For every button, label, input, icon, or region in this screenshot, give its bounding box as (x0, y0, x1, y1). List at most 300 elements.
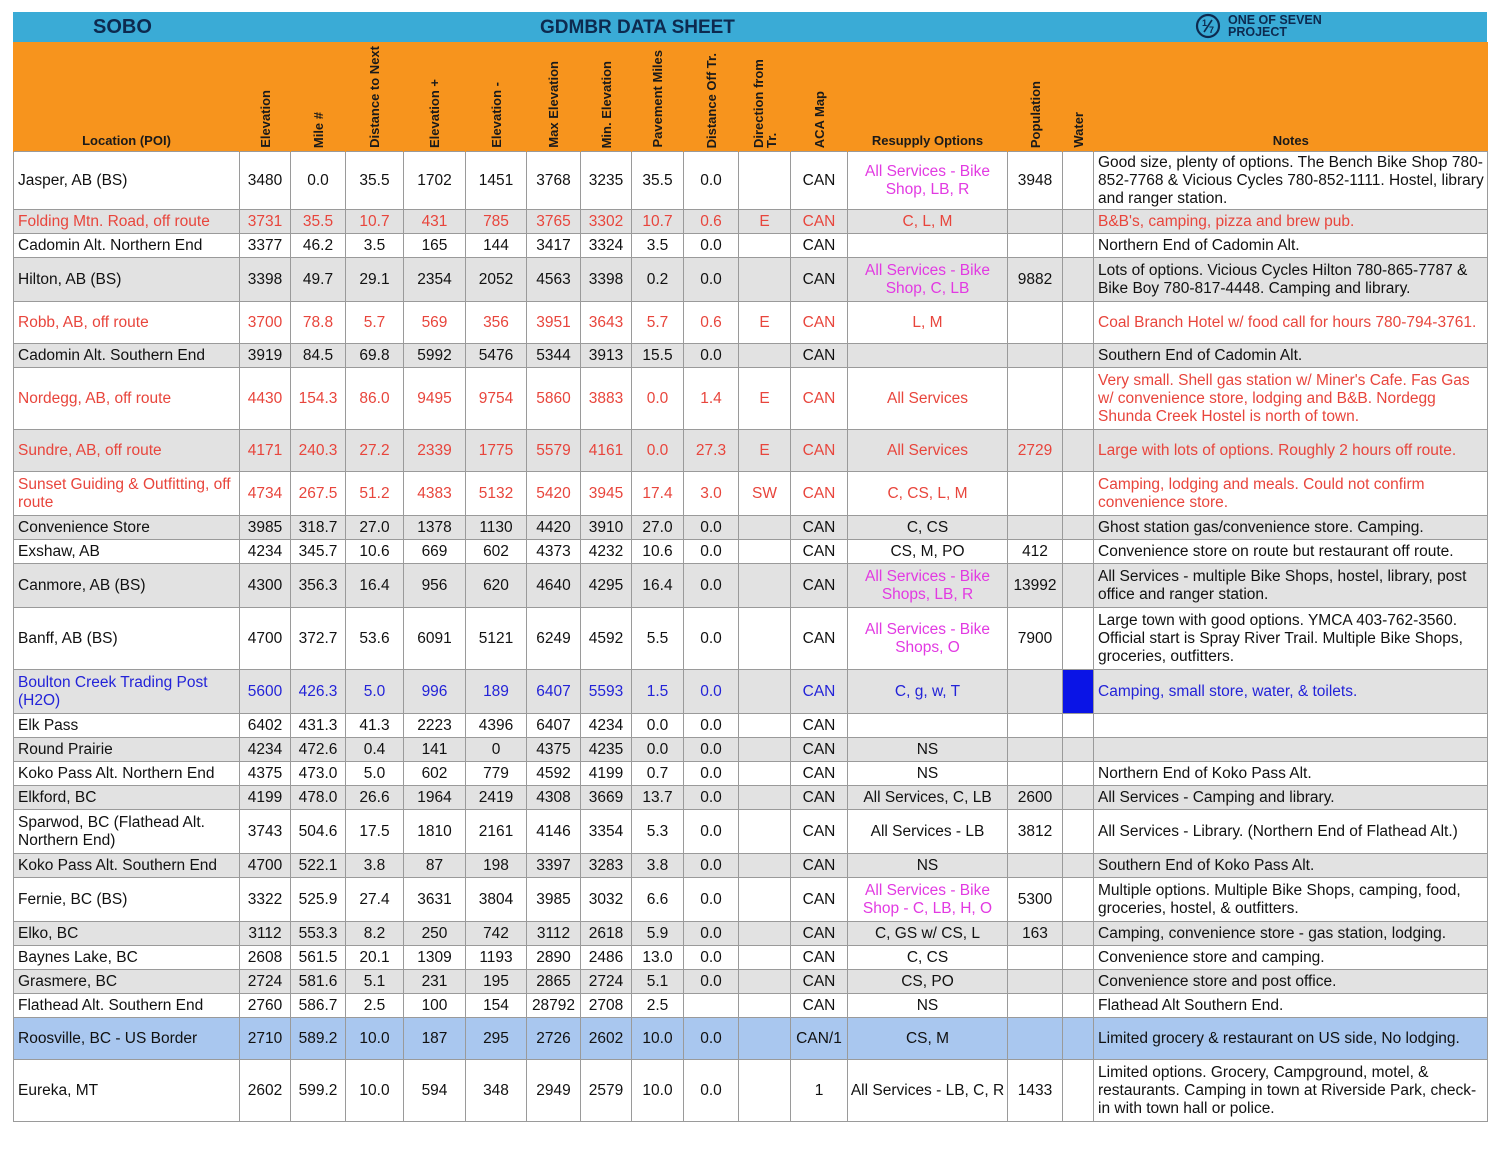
value-cell: 0.0 (684, 540, 739, 564)
value-cell: CAN (791, 516, 848, 540)
notes-cell: B&B's, camping, pizza and brew pub. (1094, 210, 1488, 234)
value-cell: 231 (404, 970, 466, 994)
value-cell: 69.8 (346, 344, 404, 368)
value-cell: 3283 (581, 854, 632, 878)
column-header-label: Direction from Tr. (750, 59, 779, 148)
column-header-label: Distance to Next (367, 46, 382, 148)
value-cell: 3910 (581, 516, 632, 540)
value-cell: 27.2 (346, 430, 404, 472)
value-cell: 569 (404, 302, 466, 344)
value-cell: 1378 (404, 516, 466, 540)
value-cell: 4383 (404, 472, 466, 516)
value-cell: 0.0 (684, 564, 739, 608)
value-cell: 669 (404, 540, 466, 564)
column-header (466, 42, 527, 152)
resupply-cell: C, CS, L, M (848, 472, 1008, 516)
value-cell: 6249 (527, 608, 581, 670)
resupply-cell: NS (848, 994, 1008, 1018)
value-cell: 3322 (240, 878, 291, 922)
column-header (346, 42, 404, 152)
column-header (1008, 42, 1063, 152)
value-cell: 4373 (527, 540, 581, 564)
value-cell: 472.6 (291, 738, 346, 762)
notes-cell: Convenience store and camping. (1094, 946, 1488, 970)
value-cell: 426.3 (291, 670, 346, 714)
value-cell: 141 (404, 738, 466, 762)
notes-cell: Multiple options. Multiple Bike Shops, camping, food, groceries, hostel, & outfitters. (1094, 878, 1488, 922)
value-cell: 13.7 (632, 786, 684, 810)
value-cell: 2223 (404, 714, 466, 738)
location-cell: Elko, BC (14, 922, 240, 946)
value-cell: 1964 (404, 786, 466, 810)
value-cell: 1433 (1008, 1060, 1063, 1122)
value-cell: 0 (466, 738, 527, 762)
resupply-cell: All Services, C, LB (848, 786, 1008, 810)
value-cell: CAN (791, 210, 848, 234)
value-cell: CAN (791, 762, 848, 786)
value-cell (1008, 234, 1063, 258)
svg-text:7: 7 (1209, 25, 1215, 35)
location-cell: Flathead Alt. Southern End (14, 994, 240, 1018)
notes-cell (1094, 714, 1488, 738)
value-cell: 0.0 (684, 922, 739, 946)
value-cell: 594 (404, 1060, 466, 1122)
value-cell: 412 (1008, 540, 1063, 564)
value-cell: E (739, 430, 791, 472)
notes-cell: Large town with good options. YMCA 403-762-3560. Official start is Spray River Trail. Multiple Bike Shops, groceries, outfitters. (1094, 608, 1488, 670)
resupply-cell: CS, M, PO (848, 540, 1008, 564)
location-cell: Robb, AB, off route (14, 302, 240, 344)
value-cell: 4592 (527, 762, 581, 786)
value-cell: 4199 (581, 762, 632, 786)
table-row (14, 234, 1488, 258)
value-cell (739, 738, 791, 762)
value-cell: 195 (466, 970, 527, 994)
value-cell (739, 670, 791, 714)
value-cell: 1.5 (632, 670, 684, 714)
value-cell (739, 516, 791, 540)
value-cell: 0.0 (684, 762, 739, 786)
value-cell: 5476 (466, 344, 527, 368)
value-cell: 10.7 (632, 210, 684, 234)
location-cell: Elk Pass (14, 714, 240, 738)
value-cell: 6.6 (632, 878, 684, 922)
value-cell: 100 (404, 994, 466, 1018)
table-row (14, 762, 1488, 786)
value-cell: 318.7 (291, 516, 346, 540)
value-cell: 602 (404, 762, 466, 786)
table-row (14, 670, 1488, 714)
value-cell: 35.5 (291, 210, 346, 234)
location-cell: Hilton, AB (BS) (14, 258, 240, 302)
value-cell: CAN (791, 368, 848, 430)
notes-cell: Limited grocery & restaurant on US side, No lodging. (1094, 1018, 1488, 1060)
value-cell: 0.0 (684, 516, 739, 540)
value-cell: 0.0 (684, 878, 739, 922)
value-cell: 3945 (581, 472, 632, 516)
value-cell: CAN (791, 472, 848, 516)
table-row (14, 608, 1488, 670)
value-cell: 6407 (527, 714, 581, 738)
resupply-cell: C, g, w, T (848, 670, 1008, 714)
value-cell: 0.0 (684, 786, 739, 810)
value-cell: 4146 (527, 810, 581, 854)
value-cell: CAN (791, 994, 848, 1018)
value-cell: 5344 (527, 344, 581, 368)
resupply-cell: C, L, M (848, 210, 1008, 234)
value-cell: 742 (466, 922, 527, 946)
value-cell (739, 762, 791, 786)
notes-cell: Southern End of Cadomin Alt. (1094, 344, 1488, 368)
column-header-label: Distance Off Tr. (703, 52, 719, 148)
value-cell: 3397 (527, 854, 581, 878)
value-cell (1008, 210, 1063, 234)
value-cell: 3700 (240, 302, 291, 344)
location-cell: Boulton Creek Trading Post (H2O) (14, 670, 240, 714)
value-cell: 602 (466, 540, 527, 564)
notes-cell: All Services - Library. (Northern End of Flathead Alt.) (1094, 810, 1488, 854)
value-cell: CAN (791, 258, 848, 302)
value-cell: 5600 (240, 670, 291, 714)
value-cell: 0.0 (684, 946, 739, 970)
value-cell: 27.0 (346, 516, 404, 540)
value-cell: 3768 (527, 152, 581, 210)
value-cell: 2579 (581, 1060, 632, 1122)
value-cell: 8.2 (346, 922, 404, 946)
column-header (1063, 42, 1094, 152)
resupply-cell: NS (848, 738, 1008, 762)
value-cell: 478.0 (291, 786, 346, 810)
value-cell: 250 (404, 922, 466, 946)
value-cell: 0.0 (632, 368, 684, 430)
value-cell: 3398 (581, 258, 632, 302)
table-row (14, 810, 1488, 854)
column-header (791, 42, 848, 152)
value-cell: 2.5 (346, 994, 404, 1018)
value-cell: 0.0 (684, 152, 739, 210)
value-cell: 2760 (240, 994, 291, 1018)
value-cell: CAN (791, 564, 848, 608)
value-cell: 3.5 (632, 234, 684, 258)
table-row (14, 152, 1488, 210)
value-cell: E (739, 302, 791, 344)
water-cell (1063, 516, 1094, 540)
location-cell: Grasmere, BC (14, 970, 240, 994)
notes-cell: Convenience store and post office. (1094, 970, 1488, 994)
water-cell (1063, 1018, 1094, 1060)
value-cell: 5420 (527, 472, 581, 516)
value-cell: CAN (791, 302, 848, 344)
column-header (848, 42, 1008, 152)
value-cell: 779 (466, 762, 527, 786)
value-cell: 7900 (1008, 608, 1063, 670)
value-cell: 10.0 (632, 1060, 684, 1122)
value-cell (739, 258, 791, 302)
value-cell: 20.1 (346, 946, 404, 970)
table-row (14, 430, 1488, 472)
water-cell (1063, 878, 1094, 922)
value-cell: 3235 (581, 152, 632, 210)
value-cell: 1309 (404, 946, 466, 970)
value-cell: 3302 (581, 210, 632, 234)
value-cell: 0.0 (684, 344, 739, 368)
value-cell: 372.7 (291, 608, 346, 670)
value-cell: 267.5 (291, 472, 346, 516)
value-cell: 10.0 (632, 1018, 684, 1060)
value-cell: 4563 (527, 258, 581, 302)
value-cell: 3985 (527, 878, 581, 922)
value-cell: 165 (404, 234, 466, 258)
notes-cell (1094, 738, 1488, 762)
resupply-cell: CS, PO (848, 970, 1008, 994)
value-cell: 0.0 (684, 258, 739, 302)
value-cell: 4232 (581, 540, 632, 564)
water-cell (1063, 258, 1094, 302)
value-cell: 4295 (581, 564, 632, 608)
column-header (1094, 42, 1488, 152)
notes-cell: Southern End of Koko Pass Alt. (1094, 854, 1488, 878)
resupply-cell: All Services - LB, C, R (848, 1060, 1008, 1122)
value-cell: 3398 (240, 258, 291, 302)
value-cell: 9495 (404, 368, 466, 430)
location-cell: Elkford, BC (14, 786, 240, 810)
column-header-label: Notes (1272, 133, 1309, 148)
water-cell (1063, 810, 1094, 854)
one-of-seven-logo-icon (1194, 13, 1222, 39)
water-cell (1063, 762, 1094, 786)
value-cell: 2354 (404, 258, 466, 302)
value-cell: 3883 (581, 368, 632, 430)
value-cell (739, 608, 791, 670)
value-cell: SW (739, 472, 791, 516)
value-cell (1008, 1018, 1063, 1060)
value-cell: 198 (466, 854, 527, 878)
value-cell: 4199 (240, 786, 291, 810)
value-cell: 4235 (581, 738, 632, 762)
value-cell: 356.3 (291, 564, 346, 608)
value-cell (739, 922, 791, 946)
resupply-cell: C, GS w/ CS, L (848, 922, 1008, 946)
value-cell: 3.0 (684, 472, 739, 516)
value-cell: 0.0 (684, 1060, 739, 1122)
value-cell: 3948 (1008, 152, 1063, 210)
location-cell: Eureka, MT (14, 1060, 240, 1122)
banner (13, 12, 1487, 42)
value-cell: 3919 (240, 344, 291, 368)
value-cell: 0.0 (684, 854, 739, 878)
value-cell: 0.0 (684, 234, 739, 258)
table-body (14, 152, 1488, 1122)
location-cell: Sundre, AB, off route (14, 430, 240, 472)
water-cell (1063, 946, 1094, 970)
value-cell: CAN (791, 344, 848, 368)
column-header (632, 42, 684, 152)
value-cell: 2949 (527, 1060, 581, 1122)
value-cell: 6091 (404, 608, 466, 670)
column-header-label: Resupply Options (871, 133, 984, 148)
value-cell: 2600 (1008, 786, 1063, 810)
table-row (14, 970, 1488, 994)
value-cell: 17.5 (346, 810, 404, 854)
value-cell (1008, 714, 1063, 738)
value-cell: 553.3 (291, 922, 346, 946)
value-cell: 3643 (581, 302, 632, 344)
notes-cell: Flathead Alt Southern End. (1094, 994, 1488, 1018)
value-cell: 154.3 (291, 368, 346, 430)
water-cell (1063, 738, 1094, 762)
value-cell: 581.6 (291, 970, 346, 994)
value-cell: 1 (791, 1060, 848, 1122)
value-cell: 26.6 (346, 786, 404, 810)
location-cell: Sparwod, BC (Flathead Alt. Northern End) (14, 810, 240, 854)
value-cell: 0.0 (684, 608, 739, 670)
value-cell: 956 (404, 564, 466, 608)
value-cell: CAN (791, 152, 848, 210)
water-cell (1063, 854, 1094, 878)
column-header (291, 42, 346, 152)
svg-text:1: 1 (1202, 18, 1208, 28)
value-cell: 13992 (1008, 564, 1063, 608)
water-cell (1063, 210, 1094, 234)
resupply-cell: All Services (848, 368, 1008, 430)
notes-cell: Ghost station gas/convenience store. Camping. (1094, 516, 1488, 540)
value-cell: 522.1 (291, 854, 346, 878)
value-cell: CAN (791, 878, 848, 922)
value-cell: 27.0 (632, 516, 684, 540)
location-cell: Baynes Lake, BC (14, 946, 240, 970)
resupply-cell (848, 234, 1008, 258)
value-cell: CAN (791, 786, 848, 810)
value-cell: 87 (404, 854, 466, 878)
notes-cell: Camping, small store, water, & toilets. (1094, 670, 1488, 714)
location-cell: Cadomin Alt. Southern End (14, 344, 240, 368)
direction-title: SOBO (93, 16, 152, 38)
water-cell (1063, 1060, 1094, 1122)
value-cell: 2890 (527, 946, 581, 970)
column-header (684, 42, 739, 152)
value-cell (1008, 670, 1063, 714)
value-cell (1008, 854, 1063, 878)
value-cell: 0.7 (632, 762, 684, 786)
value-cell (1008, 368, 1063, 430)
value-cell: 0.0 (291, 152, 346, 210)
value-cell: 6402 (240, 714, 291, 738)
water-cell (1063, 608, 1094, 670)
value-cell: 78.8 (291, 302, 346, 344)
value-cell (1008, 302, 1063, 344)
resupply-cell: All Services (848, 430, 1008, 472)
value-cell: 35.5 (346, 152, 404, 210)
location-cell: Koko Pass Alt. Southern End (14, 854, 240, 878)
table-row (14, 738, 1488, 762)
value-cell: 3631 (404, 878, 466, 922)
value-cell: 5.1 (346, 970, 404, 994)
value-cell: 431.3 (291, 714, 346, 738)
column-header-label: Elevation (257, 90, 273, 148)
value-cell: 16.4 (632, 564, 684, 608)
resupply-cell: NS (848, 762, 1008, 786)
value-cell: 10.0 (346, 1018, 404, 1060)
value-cell: 1193 (466, 946, 527, 970)
value-cell: 620 (466, 564, 527, 608)
value-cell (739, 946, 791, 970)
column-header (739, 42, 791, 152)
water-cell (1063, 540, 1094, 564)
resupply-cell: All Services - Bike Shop, LB, R (848, 152, 1008, 210)
value-cell (684, 994, 739, 1018)
column-header-label: ACA Map (811, 90, 827, 148)
resupply-cell (848, 714, 1008, 738)
value-cell: 3417 (527, 234, 581, 258)
value-cell: 3112 (240, 922, 291, 946)
value-cell: CAN (791, 922, 848, 946)
value-cell: 0.2 (632, 258, 684, 302)
value-cell: 2710 (240, 1018, 291, 1060)
value-cell: 2486 (581, 946, 632, 970)
value-cell: 5.5 (632, 608, 684, 670)
value-cell: 3951 (527, 302, 581, 344)
location-cell: Convenience Store (14, 516, 240, 540)
value-cell (739, 1060, 791, 1122)
value-cell: 0.0 (684, 738, 739, 762)
column-header-label: Min. Elevation (598, 60, 614, 148)
value-cell: 27.4 (346, 878, 404, 922)
value-cell: 2419 (466, 786, 527, 810)
value-cell: 4171 (240, 430, 291, 472)
water-cell (1063, 368, 1094, 430)
value-cell: 2608 (240, 946, 291, 970)
value-cell: 1775 (466, 430, 527, 472)
notes-cell: Limited options. Grocery, Campground, motel, & restaurants. Camping in town at Riverside Park, check-in with town hall or police. (1094, 1060, 1488, 1122)
value-cell: 3812 (1008, 810, 1063, 854)
location-cell: Jasper, AB (BS) (14, 152, 240, 210)
value-cell: 996 (404, 670, 466, 714)
water-cell (1063, 152, 1094, 210)
resupply-cell: C, CS (848, 516, 1008, 540)
water-cell (1063, 302, 1094, 344)
value-cell: 4234 (240, 540, 291, 564)
value-cell: 3324 (581, 234, 632, 258)
value-cell: 4734 (240, 472, 291, 516)
resupply-cell: All Services - LB (848, 810, 1008, 854)
value-cell: 2602 (240, 1060, 291, 1122)
value-cell: 3985 (240, 516, 291, 540)
value-cell: 16.4 (346, 564, 404, 608)
notes-cell: Camping, lodging and meals. Could not confirm convenience store. (1094, 472, 1488, 516)
table-row (14, 540, 1488, 564)
value-cell: 2865 (527, 970, 581, 994)
water-cell (1063, 922, 1094, 946)
water-cell (1063, 970, 1094, 994)
value-cell: 4375 (240, 762, 291, 786)
table-row (14, 302, 1488, 344)
value-cell: 28792 (527, 994, 581, 1018)
value-cell (739, 970, 791, 994)
value-cell: 5121 (466, 608, 527, 670)
notes-cell: Lots of options. Vicious Cycles Hilton 780-865-7787 & Bike Boy 780-817-4448. Camping and library. (1094, 258, 1488, 302)
resupply-cell (848, 344, 1008, 368)
column-header-label: Mile # (310, 111, 326, 148)
value-cell: 5579 (527, 430, 581, 472)
value-cell: CAN (791, 670, 848, 714)
location-cell: Canmore, AB (BS) (14, 564, 240, 608)
value-cell: 10.7 (346, 210, 404, 234)
value-cell: 2708 (581, 994, 632, 1018)
notes-cell: Northern End of Cadomin Alt. (1094, 234, 1488, 258)
table-row (14, 994, 1488, 1018)
value-cell: 4308 (527, 786, 581, 810)
value-cell: 785 (466, 210, 527, 234)
